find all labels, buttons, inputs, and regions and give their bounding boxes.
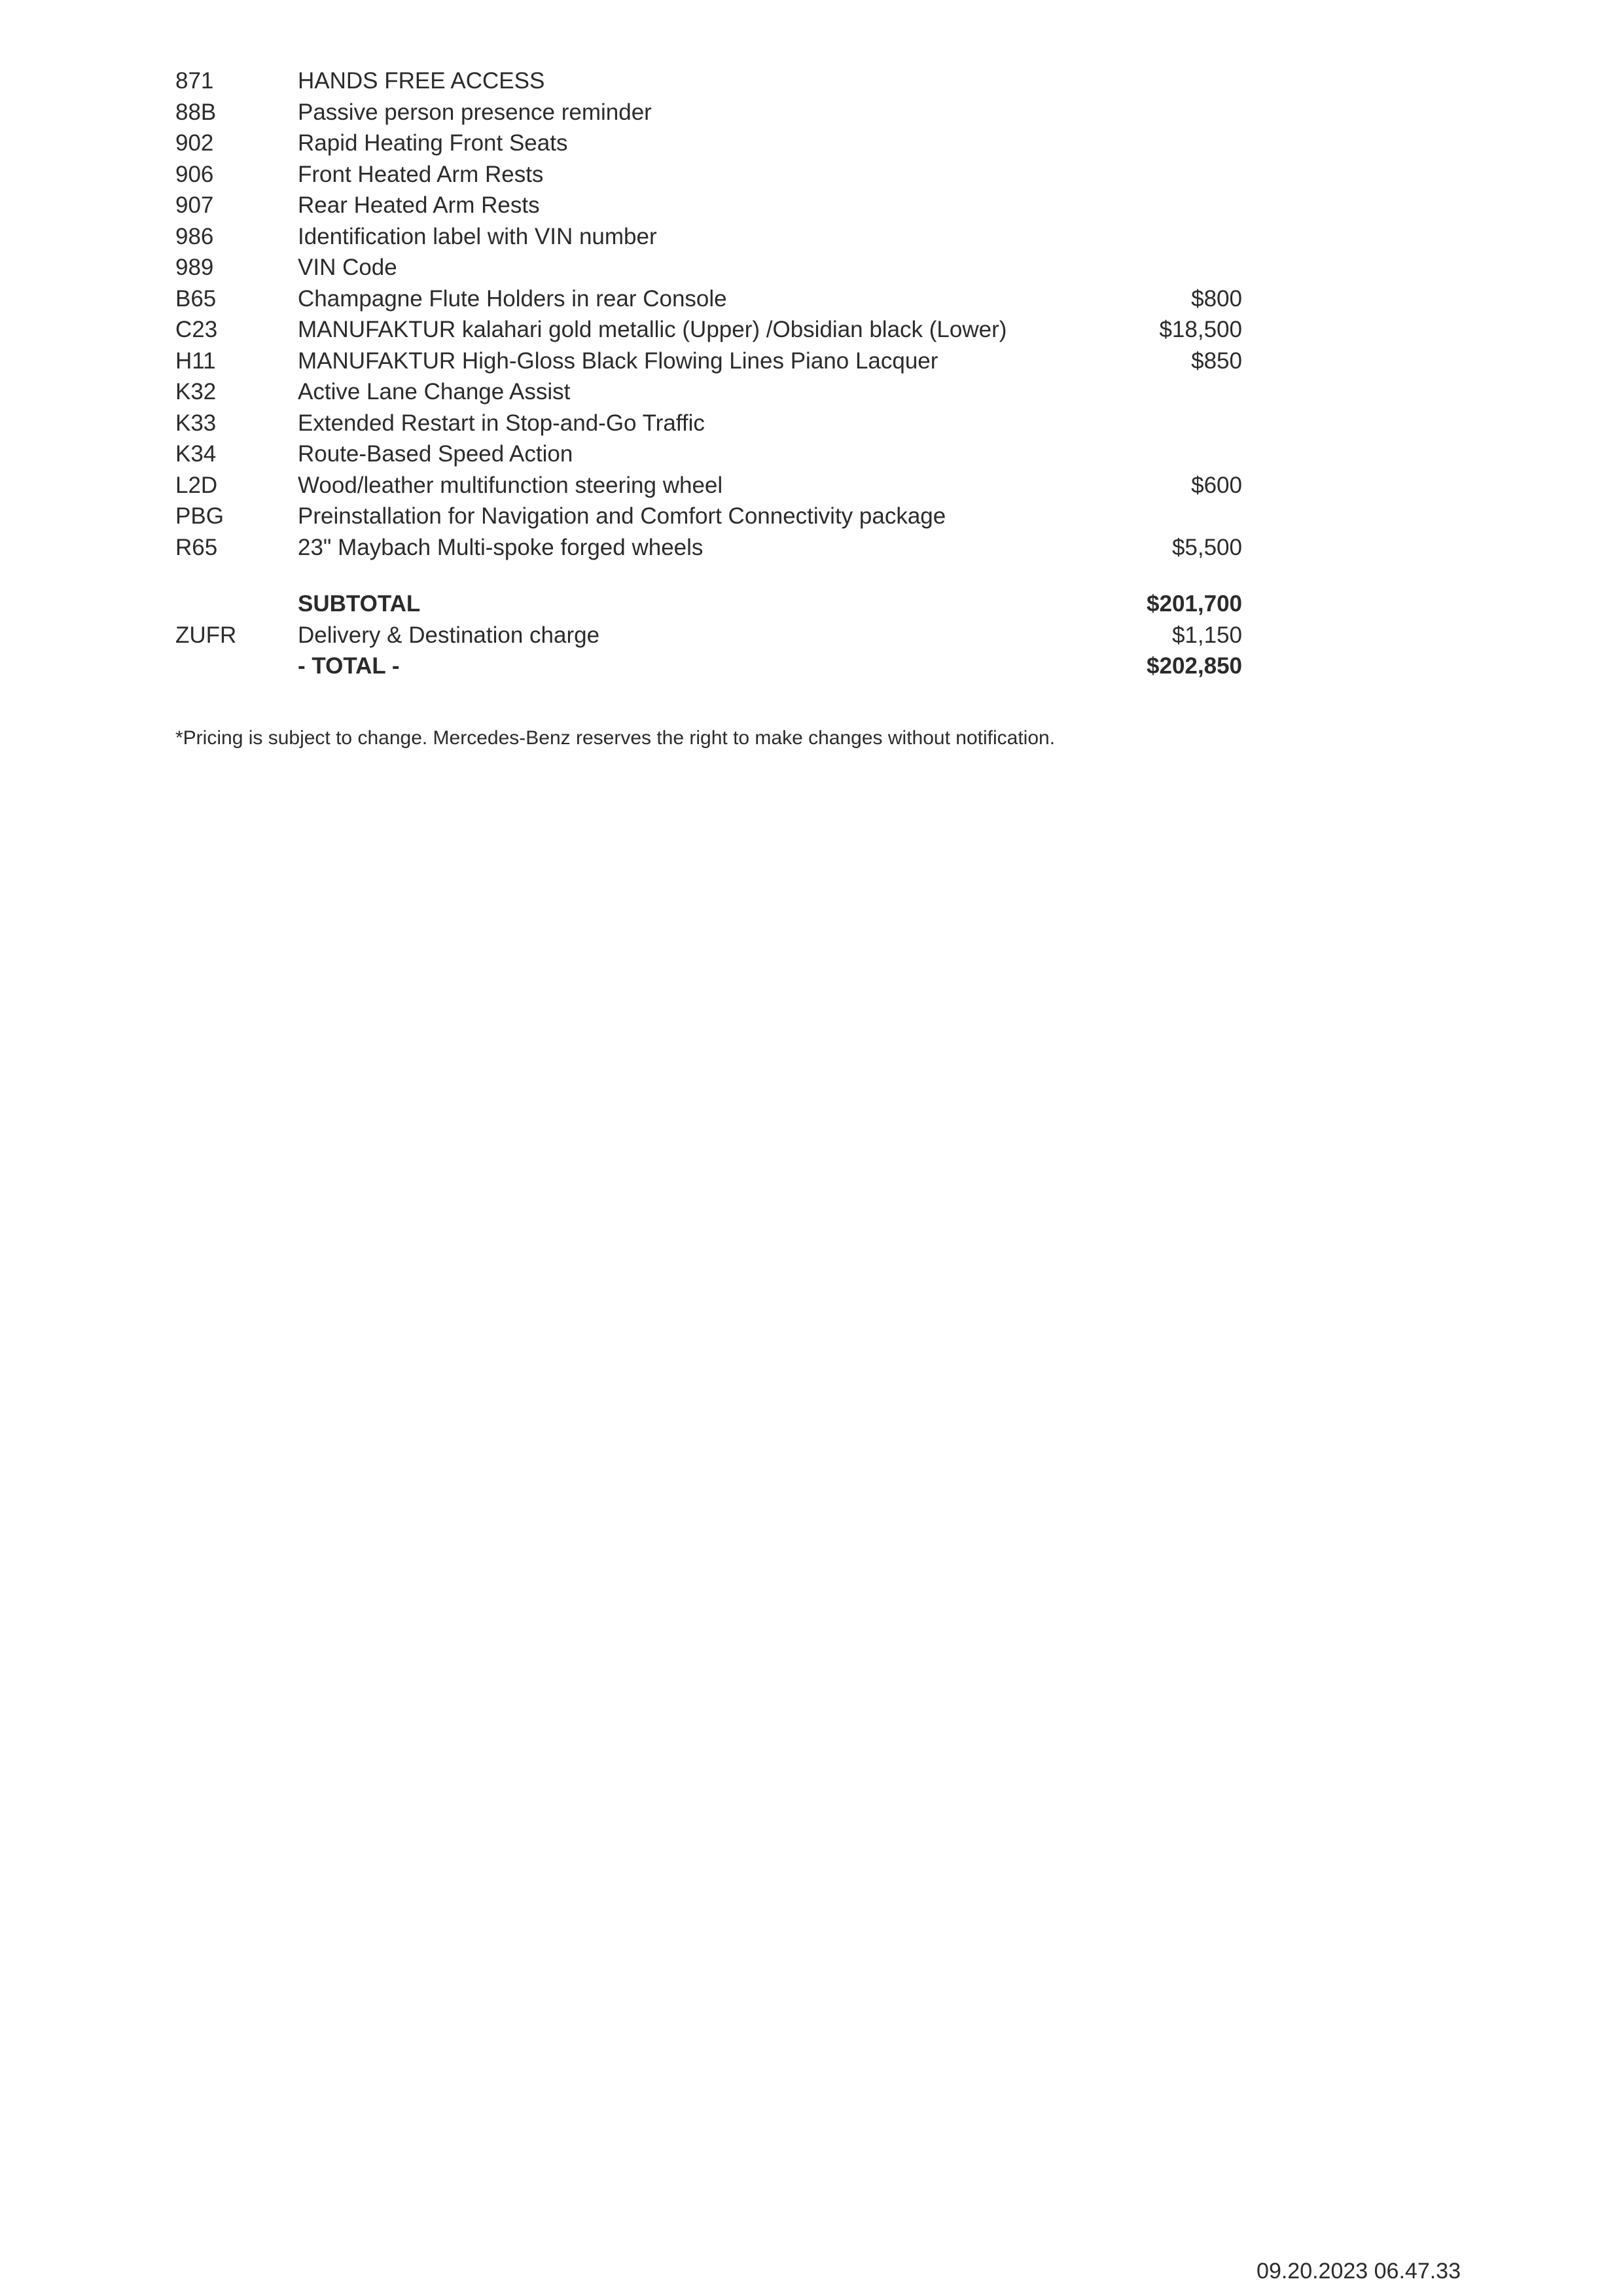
delivery-value: $1,150 xyxy=(1171,622,1242,648)
option-description: Route-Based Speed Action xyxy=(298,441,573,467)
total-row xyxy=(175,651,1242,682)
option-description: MANUFAKTUR High-Gloss Black Flowing Lines Piano Lacquer xyxy=(298,348,938,374)
delivery-code: ZUFR xyxy=(175,622,237,648)
option-description: Front Heated Arm Rests xyxy=(298,161,544,187)
option-description: Identification label with VIN number xyxy=(298,223,657,249)
option-code: B65 xyxy=(175,285,217,312)
option-code: 871 xyxy=(175,68,214,94)
option-price: $800 xyxy=(1191,285,1242,312)
pricing-disclaimer: *Pricing is subject to change. Mercedes-Benz reserves the right to make changes without notification. xyxy=(175,727,1056,749)
option-description: HANDS FREE ACCESS xyxy=(298,68,545,94)
option-row xyxy=(175,346,1242,377)
option-code: K34 xyxy=(175,441,217,467)
option-code: K32 xyxy=(175,379,217,404)
option-code: 906 xyxy=(175,161,214,187)
option-code: 902 xyxy=(175,130,214,156)
option-row xyxy=(175,501,1242,532)
option-row xyxy=(175,159,1242,190)
option-code: 986 xyxy=(175,223,214,249)
delivery-label: Delivery & Destination charge xyxy=(298,622,600,648)
delivery-row xyxy=(175,620,1242,651)
subtotal-row xyxy=(175,588,1242,620)
option-row xyxy=(175,314,1242,346)
option-row xyxy=(175,532,1242,564)
option-description: Wood/leather multifunction steering wheel xyxy=(298,472,723,498)
option-description: Champagne Flute Holders in rear Console xyxy=(298,285,727,312)
option-description: Preinstallation for Navigation and Comfort Connectivity package xyxy=(298,503,946,529)
option-row xyxy=(175,408,1242,439)
option-code: R65 xyxy=(175,534,218,560)
option-code: H11 xyxy=(175,348,216,374)
option-row xyxy=(175,439,1242,470)
option-price: $600 xyxy=(1191,472,1242,498)
option-code: 88B xyxy=(175,99,217,125)
totals-block xyxy=(175,588,1242,682)
option-code: K33 xyxy=(175,410,217,436)
option-row xyxy=(175,252,1242,283)
option-code: 907 xyxy=(175,192,214,218)
total-value: $202,850 xyxy=(1147,653,1242,679)
option-code: L2D xyxy=(175,472,218,498)
option-description: 23" Maybach Multi-spoke forged wheels xyxy=(298,534,704,560)
option-price: $5,500 xyxy=(1171,534,1242,560)
option-row xyxy=(175,221,1242,253)
option-price: $850 xyxy=(1191,348,1242,374)
option-code: C23 xyxy=(175,317,218,342)
total-label: - TOTAL - xyxy=(298,653,400,679)
option-row xyxy=(175,470,1242,501)
option-price: $18,500 xyxy=(1159,317,1242,342)
option-description: Rapid Heating Front Seats xyxy=(298,130,568,156)
option-row xyxy=(175,128,1242,159)
option-description: MANUFAKTUR kalahari gold metallic (Upper) /Obsidian black (Lower) xyxy=(298,317,1007,342)
options-list xyxy=(175,65,1242,563)
option-row xyxy=(175,190,1242,221)
option-code: PBG xyxy=(175,503,224,529)
option-description: Extended Restart in Stop-and-Go Traffic xyxy=(298,410,705,436)
subtotal-label: SUBTOTAL xyxy=(298,591,421,617)
option-row xyxy=(175,376,1242,408)
option-code: 989 xyxy=(175,255,214,280)
option-row xyxy=(175,283,1242,315)
option-description: Passive person presence reminder xyxy=(298,99,652,125)
option-description: Rear Heated Arm Rests xyxy=(298,192,540,218)
print-timestamp: 09.20.2023 06.47.33 xyxy=(1257,2259,1461,2284)
option-row xyxy=(175,97,1242,128)
option-description: VIN Code xyxy=(298,255,397,280)
option-row xyxy=(175,65,1242,97)
option-description: Active Lane Change Assist xyxy=(298,379,571,404)
subtotal-value: $201,700 xyxy=(1147,591,1242,617)
